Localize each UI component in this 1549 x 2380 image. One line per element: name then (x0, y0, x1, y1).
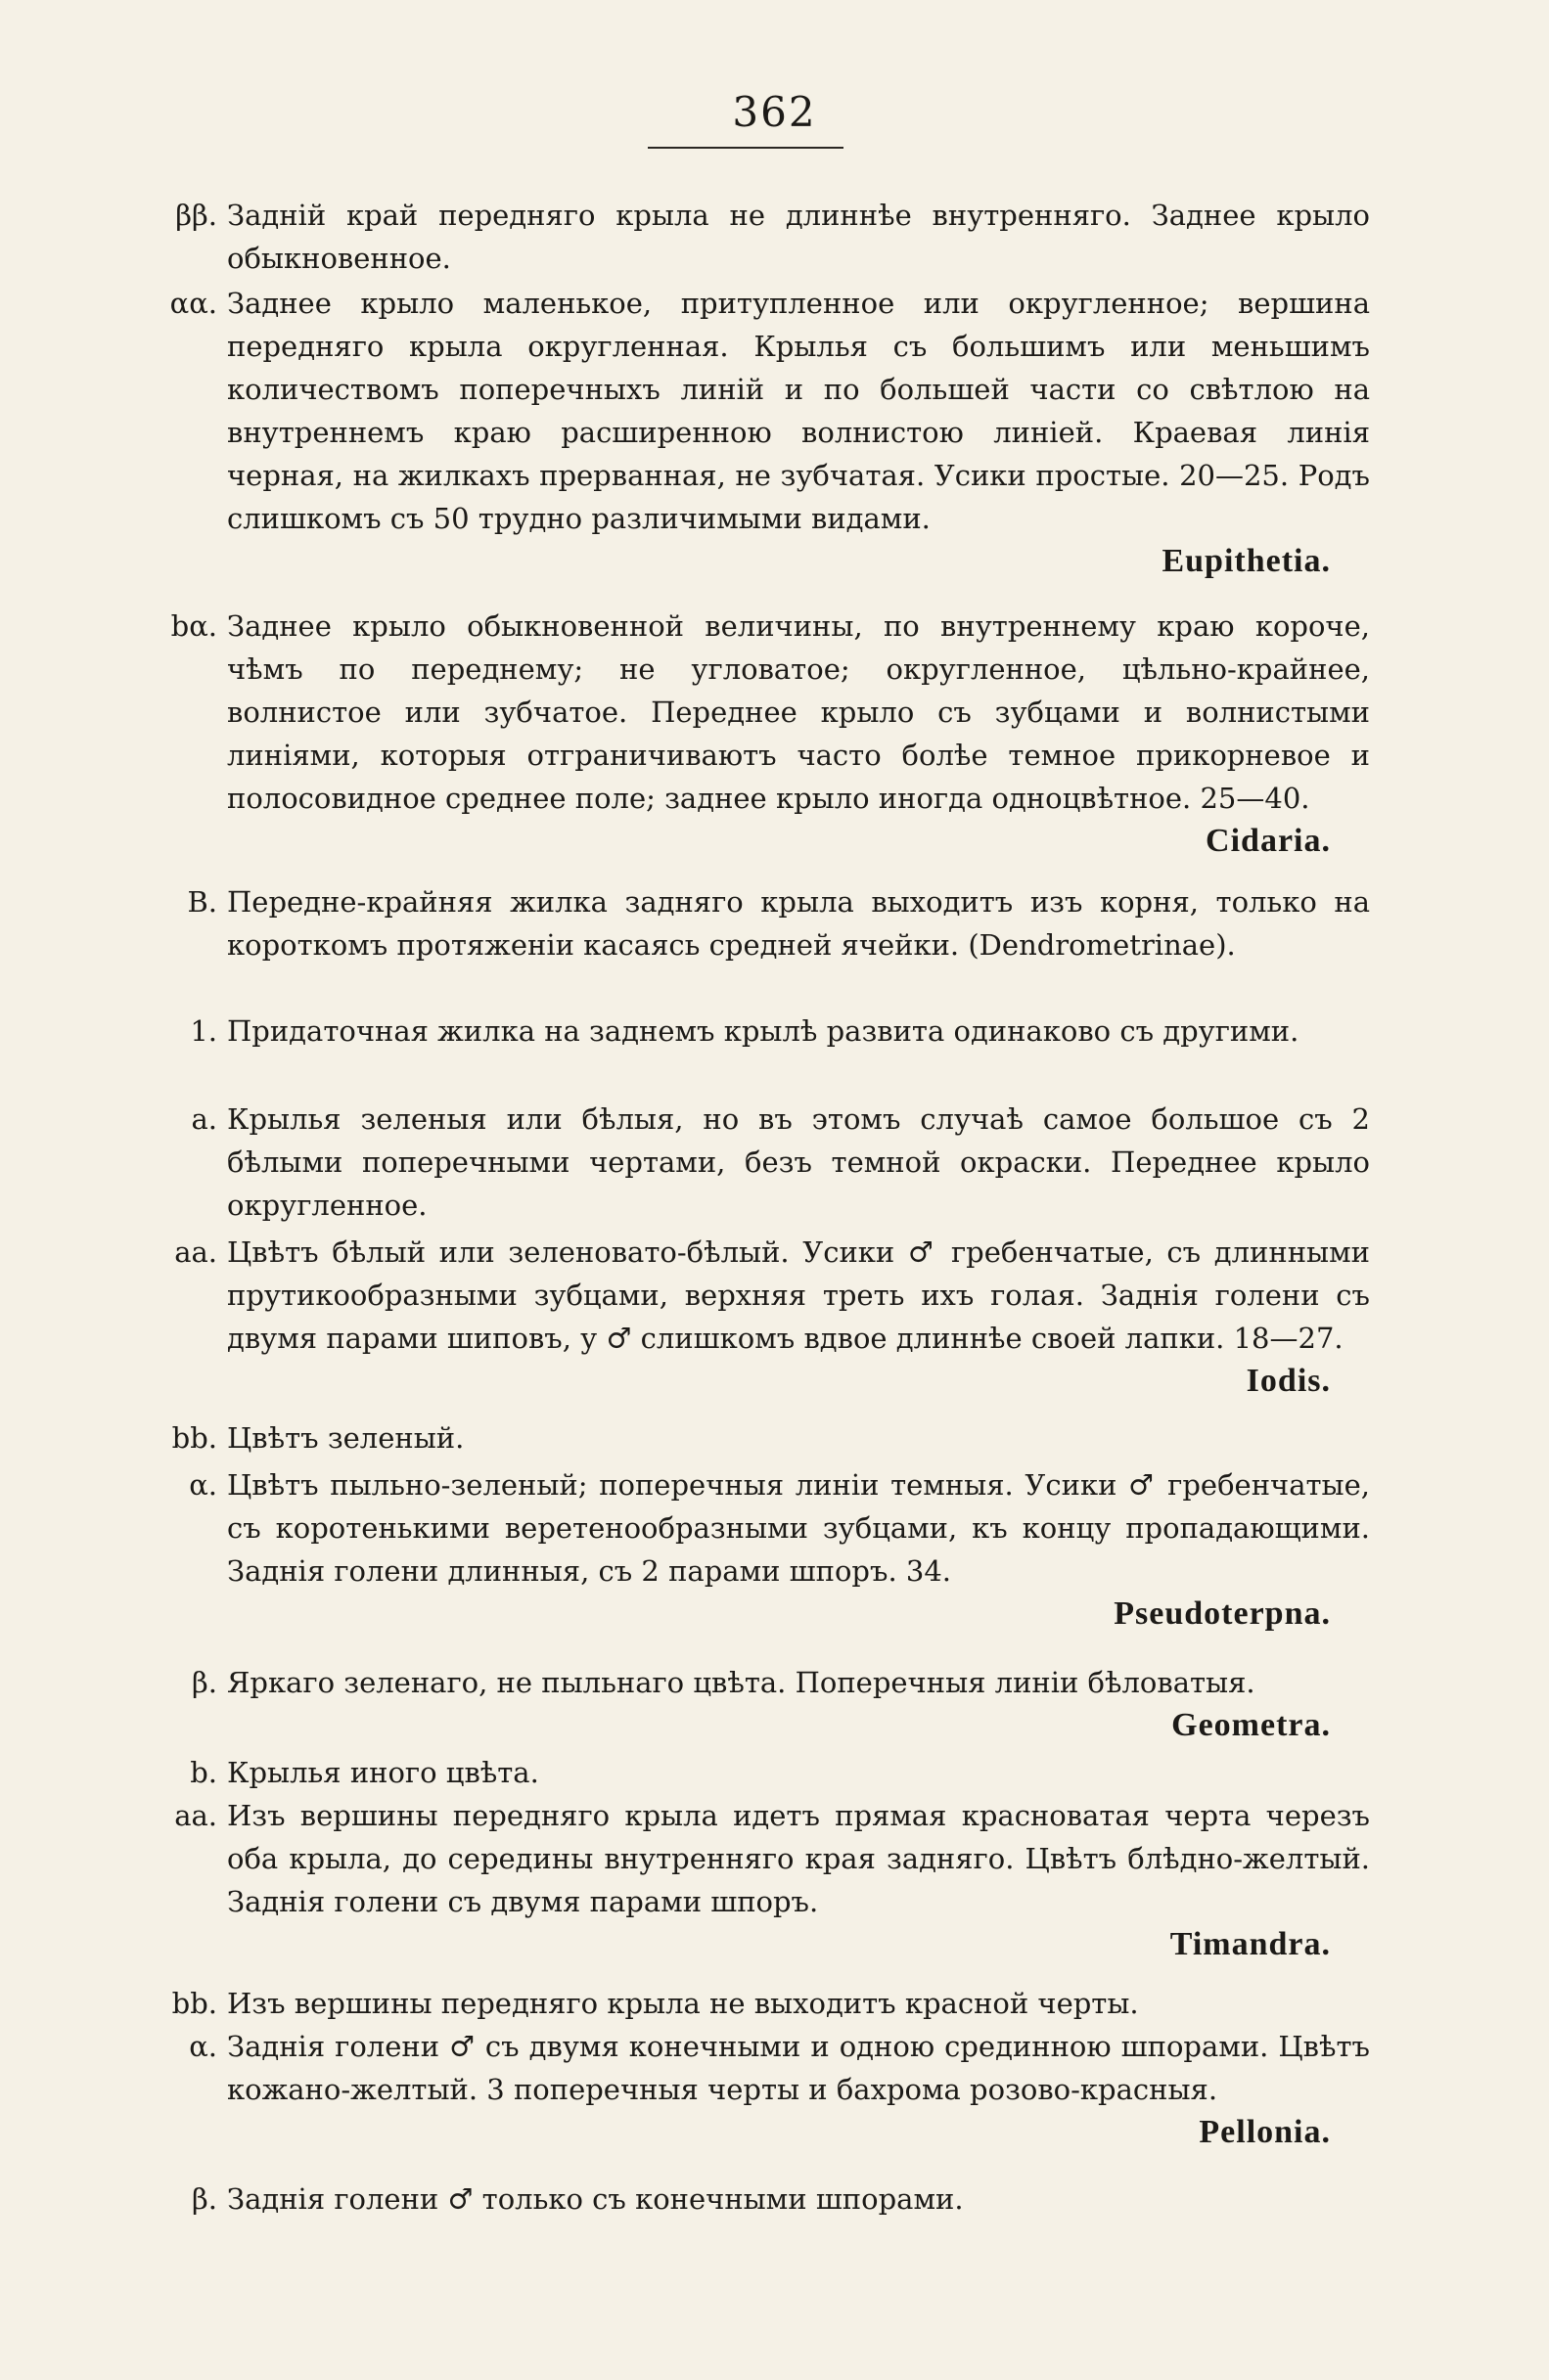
entry-label: 1. (190, 1014, 217, 1048)
header-rule (648, 147, 843, 149)
key-entry (157, 1794, 1370, 1966)
genus-name: Pseudoterpna. (1114, 1595, 1331, 1632)
key-entry (157, 282, 1370, 583)
entry-text: Придаточная жилка на заднемъ крылѣ развита одинаково съ другими. (227, 1014, 1299, 1048)
key-entry (157, 1416, 1370, 1459)
genus-name: Pellonia. (1199, 2114, 1331, 2150)
genus-name: Iodis. (1246, 1363, 1331, 1399)
entry-text: Заднее крыло обыкновенной величины, по внутреннему краю короче, чѣмъ по переднему; не угловатое; округленное, цѣльно-крайнее, волнистое или зубчатое. Переднее крыло съ зубцами и волнистыми линiями, которыя отграничиваютъ часто болѣе темное прикорневое и полосовидное среднее поле; заднее крыло иногда одноцвѣтное. 25—40. (227, 609, 1370, 815)
key-entry (157, 1010, 1370, 1053)
entry-text-content: Заднiя голени ♂ съ двумя конечными и одною срединною шпорами. Цвѣтъ кожано-желтый. 3 поперечныя черты и бахрома розово-красныя. (227, 2030, 1370, 2106)
entry-text (227, 1231, 1370, 1399)
entry-label: aa. (174, 1235, 217, 1269)
entry-text: Передне-крайняя жилка задняго крыла выходитъ изъ корня, только на короткомъ протяженiи касаясь средней ячейки. (Dendrometrinae). (227, 885, 1370, 962)
entry-label: bb. (171, 1987, 217, 2020)
genus-name: Geometra. (1171, 1707, 1331, 1743)
entry-label: b. (190, 1756, 217, 1789)
key-entry (157, 605, 1370, 863)
entry-label: bb. (171, 1421, 217, 1455)
key-entry (157, 1661, 1370, 1747)
page-number: 362 (732, 88, 817, 136)
entry-label: bα. (170, 609, 217, 643)
key-entry (157, 880, 1370, 966)
entry-label: B. (187, 885, 217, 919)
entry-text: Изъ вершины передняго крыла идетъ прямая красноватая черта черезъ оба крыла, до середины внутренняго края задняго. Цвѣтъ блѣдно-желтый. Заднiя голени съ двумя парами шпоръ. (227, 1799, 1370, 1918)
entry-text: Цвѣтъ зеленый. (227, 1421, 465, 1455)
entry-text: Заднiй край передняго крыла не длиннѣе внутренняго. Заднее крыло обыкновенное. (227, 199, 1370, 275)
genus-name: Timandra. (1169, 1926, 1331, 1962)
entry-text-content: Цвѣтъ бѣлый или зеленовато-бѣлый. Усики ♂ гребенчатые, съ длинными прутикообразными зубцами, верхняя треть ихъ голая. Заднiя голени съ двумя парами шиповъ, у ♂ слишкомъ вдвое длиннѣе своей лапки. 18—27. (227, 1235, 1370, 1355)
genus-name: Eupithetia. (1162, 543, 1331, 579)
entry-label: ββ. (175, 199, 217, 232)
genus-name: Cidaria. (1206, 823, 1331, 859)
entry-label: β. (192, 2182, 217, 2216)
entry-label: α. (189, 2030, 217, 2063)
entry-text: Цвѣтъ пыльно-зеленый; поперечныя линiи темныя. Усики ♂ гребенчатые, съ коротенькими веретенообразными зубцами, къ концу пропадающими. Заднiя голени длинныя, съ 2 парами шпоръ. 34. (227, 1468, 1370, 1588)
key-entry (157, 1463, 1370, 1636)
entry-label: a. (191, 1102, 217, 1136)
entry-label: aa. (174, 1799, 217, 1832)
entry-label: β. (192, 1666, 217, 1699)
key-entry (157, 2025, 1370, 2154)
key-entry (157, 1751, 1370, 1794)
key-entry (157, 1982, 1370, 2025)
entry-text: Заднiя голени ♂ только съ конечными шпорами. (227, 2182, 964, 2216)
key-entry (157, 2178, 1370, 2221)
key-entry (157, 1098, 1370, 1227)
key-entry (157, 194, 1370, 280)
entry-text: Крылья зеленыя или бѣлыя, но въ этомъ случаѣ самое большое съ 2 бѣлыми поперечными чертами, безъ темной окраски. Переднее крыло округленное. (227, 1102, 1370, 1222)
entry-label: α. (189, 1468, 217, 1502)
key-entry (157, 1231, 1370, 1403)
entry-text: Яркаго зеленаго, не пыльнаго цвѣта. Поперечныя линiи бѣловатыя. (227, 1666, 1255, 1699)
entry-label: αα. (169, 287, 217, 320)
entry-text (227, 2025, 1370, 2150)
entry-text: Изъ вершины передняго крыла не выходитъ красной черты. (227, 1987, 1139, 2020)
entry-text: Заднее крыло маленькое, притупленное или округленное; вершина передняго крыла округленная. Крылья съ большимъ или меньшимъ количествомъ поперечныхъ линiй и по большей части со свѣтлою на внутреннемъ краю расширенною волнистою линiей. Краевая линiя черная, на жилкахъ прерванная, не зубчатая. Усики простые. 20—25. Родъ слишкомъ съ 50 трудно различимыми видами. (227, 287, 1370, 535)
entry-text: Крылья иного цвѣта. (227, 1756, 539, 1789)
